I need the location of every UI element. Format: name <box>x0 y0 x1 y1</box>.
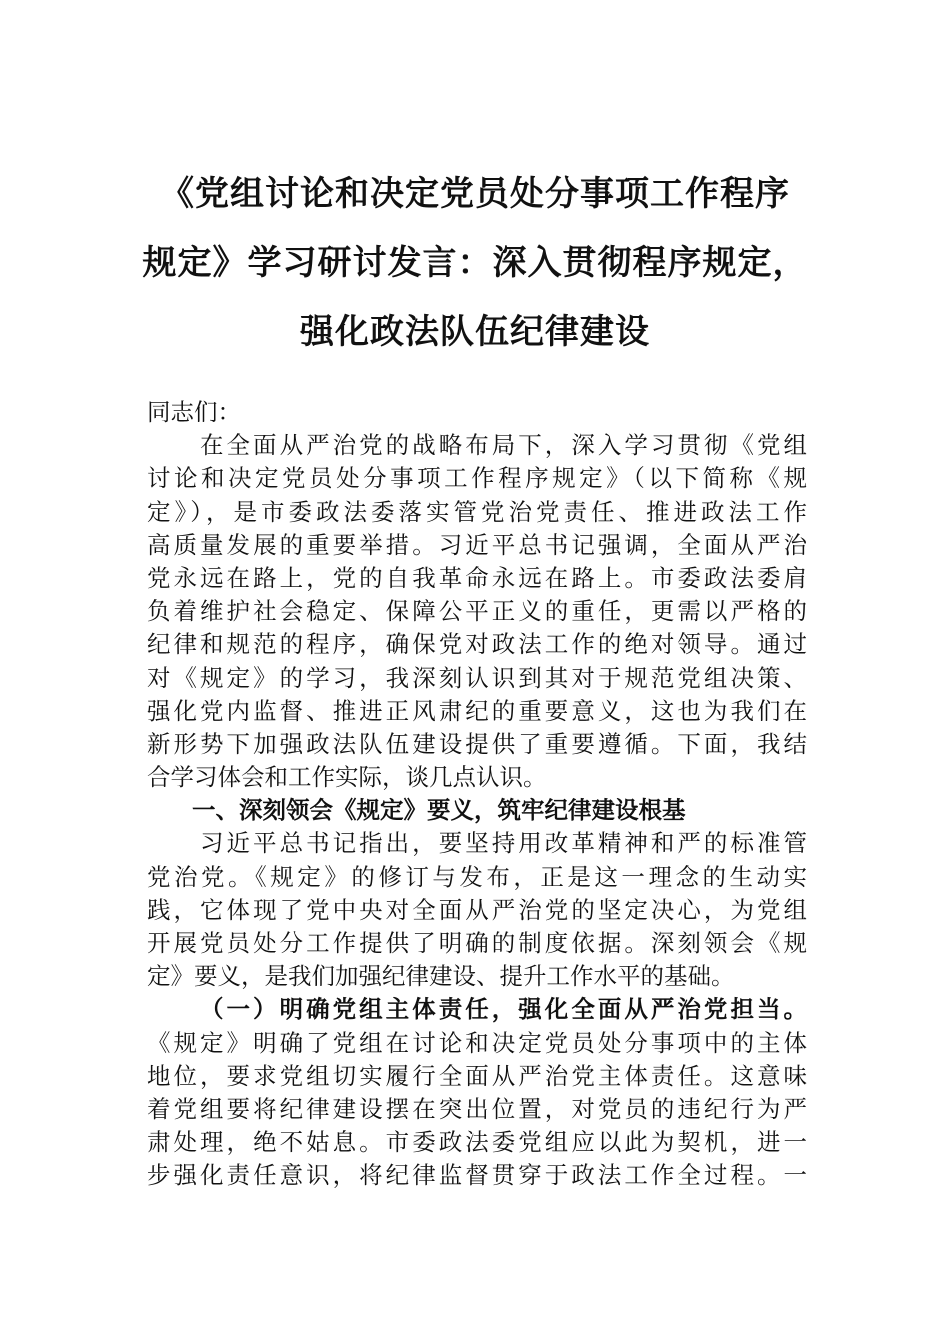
text-line: 地位，要求党组切实履行全面从严治党主体责任。这意味 <box>147 1061 807 1090</box>
text-line: 肃处理，绝不姑息。市委政法委党组应以此为契机，进一 <box>147 1128 807 1157</box>
text-line: 步强化责任意识，将纪律监督贯穿于政法工作全过程。一 <box>147 1161 807 1190</box>
title-line: 规定》学习研讨发言：深入贯彻程序规定， <box>142 243 808 283</box>
paragraph-intro <box>147 429 807 794</box>
text-line: 践，它体现了党中央对全面从严治党的坚定决心，为党组 <box>147 895 807 924</box>
text-line: 纪律和规范的程序，确保党对政法工作的绝对领导。通过 <box>147 630 807 659</box>
paragraph-subsection1 <box>147 993 807 1192</box>
subsection-lead: （一）明确党组主体责任，强化全面从严治党担当。 <box>200 995 807 1024</box>
text-line: 党永远在路上，党的自我革命永远在路上。市委政法委肩 <box>147 563 807 592</box>
text-line: 在全面从严治党的战略布局下，深入学习贯彻《党组 <box>200 431 807 460</box>
text-line: 定》要义，是我们加强纪律建设、提升工作水平的基础。 <box>147 962 735 991</box>
title-line: 强化政法队伍纪律建设 <box>300 312 650 352</box>
text-line: 《规定》明确了党组在讨论和决定党员处分事项中的主体 <box>147 1028 807 1057</box>
text-line: 高质量发展的重要举措。习近平总书记强调，全面从严治 <box>147 530 807 559</box>
document-title <box>120 160 830 367</box>
text-line: 合学习体会和工作实际，谈几点认识。 <box>147 763 547 792</box>
text-line: 新形势下加强政法队伍建设提供了重要遵循。下面，我结 <box>147 729 807 758</box>
text-line: 强化党内监督、推进正风肃纪的重要意义，这也为我们在 <box>147 696 807 725</box>
text-line: 习近平总书记指出，要坚持用改革精神和严的标准管 <box>200 829 807 858</box>
text-line: 对《规定》的学习，我深刻认识到其对于规范党组决策、 <box>147 663 807 692</box>
document-body <box>147 396 807 1193</box>
text-line: 讨论和决定党员处分事项工作程序规定》（以下简称《规 <box>147 464 807 493</box>
text-line: 定》），是市委政法委落实管党治党责任、推进政法工作 <box>147 497 807 526</box>
paragraph-section1 <box>147 827 807 993</box>
salutation: 同志们： <box>147 398 241 426</box>
title-line: 《党组讨论和决定党员处分事项工作程序 <box>160 174 790 214</box>
section-heading: 一、深刻领会《规定》要义，筑牢纪律建设根基 <box>192 796 686 825</box>
text-line: 负着维护社会稳定、保障公平正义的重任，更需以严格的 <box>147 597 807 626</box>
text-line: 着党组要将纪律建设摆在突出位置，对党员的违纪行为严 <box>147 1094 807 1123</box>
text-line: 开展党员处分工作提供了明确的制度依据。深刻领会《规 <box>147 929 807 957</box>
text-line: 党治党。《规定》的修订与发布，正是这一理念的生动实 <box>147 862 807 891</box>
